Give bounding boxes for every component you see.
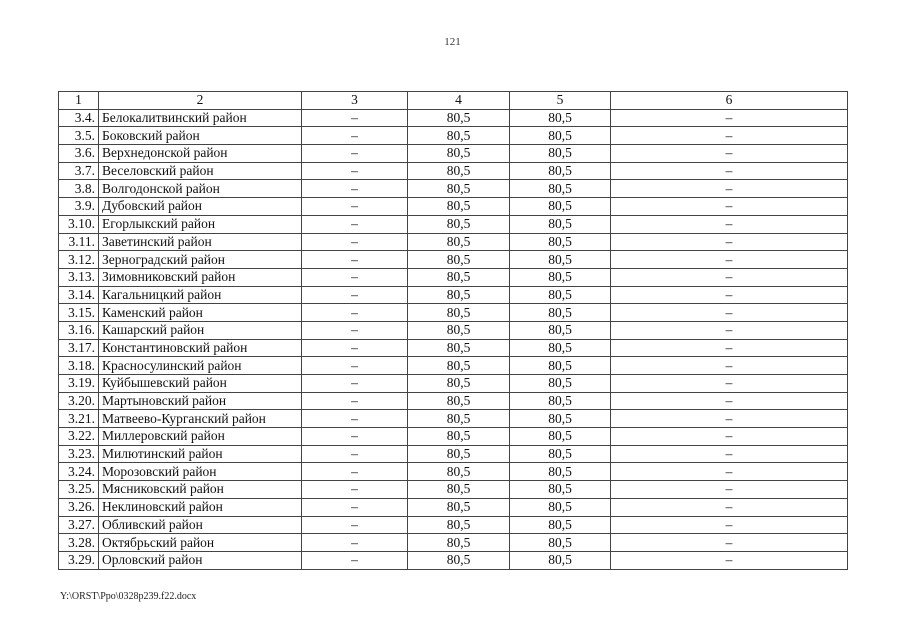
district-name: Зимовниковский район	[99, 268, 302, 286]
row-number: 3.9.	[59, 198, 99, 216]
value-col-6: –	[611, 339, 848, 357]
value-col-6: –	[611, 392, 848, 410]
value-col-5: 80,5	[510, 375, 611, 393]
row-number: 3.16.	[59, 321, 99, 339]
value-col-4: 80,5	[408, 498, 510, 516]
table-row	[59, 286, 848, 304]
value-col-6: –	[611, 498, 848, 516]
value-col-5: 80,5	[510, 445, 611, 463]
value-col-3: –	[302, 233, 408, 251]
value-col-5: 80,5	[510, 180, 611, 198]
value-col-6: –	[611, 180, 848, 198]
value-col-6: –	[611, 268, 848, 286]
value-col-5: 80,5	[510, 498, 611, 516]
value-col-3: –	[302, 162, 408, 180]
value-col-6: –	[611, 481, 848, 499]
row-number: 3.7.	[59, 162, 99, 180]
value-col-5: 80,5	[510, 109, 611, 127]
value-col-4: 80,5	[408, 286, 510, 304]
table-row	[59, 127, 848, 145]
table-row	[59, 198, 848, 216]
value-col-5: 80,5	[510, 321, 611, 339]
district-name: Октябрьский район	[99, 534, 302, 552]
value-col-4: 80,5	[408, 251, 510, 269]
header-col-3: 3	[302, 92, 408, 110]
value-col-4: 80,5	[408, 463, 510, 481]
row-number: 3.19.	[59, 375, 99, 393]
value-col-6: –	[611, 357, 848, 375]
value-col-4: 80,5	[408, 321, 510, 339]
value-col-3: –	[302, 551, 408, 569]
value-col-6: –	[611, 410, 848, 428]
value-col-6: –	[611, 551, 848, 569]
value-col-5: 80,5	[510, 410, 611, 428]
value-col-5: 80,5	[510, 392, 611, 410]
district-name: Кагальницкий район	[99, 286, 302, 304]
value-col-6: –	[611, 534, 848, 552]
value-col-6: –	[611, 463, 848, 481]
value-col-5: 80,5	[510, 198, 611, 216]
value-col-4: 80,5	[408, 375, 510, 393]
value-col-3: –	[302, 498, 408, 516]
value-col-5: 80,5	[510, 481, 611, 499]
value-col-4: 80,5	[408, 445, 510, 463]
value-col-4: 80,5	[408, 109, 510, 127]
district-name: Милютинский район	[99, 445, 302, 463]
district-name: Веселовский район	[99, 162, 302, 180]
table-row	[59, 481, 848, 499]
row-number: 3.28.	[59, 534, 99, 552]
district-name: Мясниковский район	[99, 481, 302, 499]
value-col-4: 80,5	[408, 357, 510, 375]
value-col-5: 80,5	[510, 233, 611, 251]
table-row	[59, 251, 848, 269]
value-col-5: 80,5	[510, 304, 611, 322]
table-body	[59, 109, 848, 569]
district-name: Верхнедонской район	[99, 145, 302, 163]
value-col-3: –	[302, 304, 408, 322]
table-row	[59, 162, 848, 180]
table-row	[59, 410, 848, 428]
district-name: Неклиновский район	[99, 498, 302, 516]
district-name: Куйбышевский район	[99, 375, 302, 393]
value-col-4: 80,5	[408, 339, 510, 357]
header-col-5: 5	[510, 92, 611, 110]
row-number: 3.10.	[59, 215, 99, 233]
value-col-5: 80,5	[510, 516, 611, 534]
value-col-6: –	[611, 321, 848, 339]
value-col-4: 80,5	[408, 198, 510, 216]
value-col-5: 80,5	[510, 428, 611, 446]
value-col-3: –	[302, 445, 408, 463]
page-number: 121	[444, 36, 461, 48]
district-name: Дубовский район	[99, 198, 302, 216]
header-row	[59, 92, 848, 110]
district-name: Матвеево-Курганский район	[99, 410, 302, 428]
row-number: 3.13.	[59, 268, 99, 286]
district-name: Константиновский район	[99, 339, 302, 357]
value-col-5: 80,5	[510, 215, 611, 233]
value-col-6: –	[611, 516, 848, 534]
value-col-3: –	[302, 321, 408, 339]
value-col-6: –	[611, 109, 848, 127]
value-col-3: –	[302, 180, 408, 198]
row-number: 3.6.	[59, 145, 99, 163]
value-col-3: –	[302, 516, 408, 534]
value-col-3: –	[302, 463, 408, 481]
value-col-3: –	[302, 410, 408, 428]
value-col-6: –	[611, 145, 848, 163]
row-number: 3.12.	[59, 251, 99, 269]
file-path-footer: Y:\ORST\Ppo\0328p239.f22.docx	[60, 591, 197, 602]
table-row	[59, 375, 848, 393]
table-row	[59, 551, 848, 569]
district-name: Морозовский район	[99, 463, 302, 481]
value-col-3: –	[302, 392, 408, 410]
header-col-4: 4	[408, 92, 510, 110]
district-name: Волгодонской район	[99, 180, 302, 198]
value-col-4: 80,5	[408, 127, 510, 145]
value-col-6: –	[611, 375, 848, 393]
value-col-3: –	[302, 268, 408, 286]
value-col-5: 80,5	[510, 268, 611, 286]
row-number: 3.22.	[59, 428, 99, 446]
value-col-4: 80,5	[408, 516, 510, 534]
value-col-5: 80,5	[510, 251, 611, 269]
data-table	[58, 91, 848, 570]
row-number: 3.21.	[59, 410, 99, 428]
value-col-6: –	[611, 445, 848, 463]
value-col-3: –	[302, 127, 408, 145]
table-row	[59, 445, 848, 463]
row-number: 3.8.	[59, 180, 99, 198]
value-col-4: 80,5	[408, 145, 510, 163]
value-col-6: –	[611, 233, 848, 251]
value-col-6: –	[611, 215, 848, 233]
table-row	[59, 109, 848, 127]
value-col-4: 80,5	[408, 233, 510, 251]
row-number: 3.25.	[59, 481, 99, 499]
district-name: Кашарский район	[99, 321, 302, 339]
row-number: 3.4.	[59, 109, 99, 127]
value-col-3: –	[302, 375, 408, 393]
district-name: Мартыновский район	[99, 392, 302, 410]
table-row	[59, 233, 848, 251]
header-col-1: 1	[59, 92, 99, 110]
value-col-6: –	[611, 162, 848, 180]
row-number: 3.26.	[59, 498, 99, 516]
row-number: 3.24.	[59, 463, 99, 481]
row-number: 3.20.	[59, 392, 99, 410]
table-row	[59, 180, 848, 198]
table-row	[59, 516, 848, 534]
value-col-3: –	[302, 534, 408, 552]
district-name: Заветинский район	[99, 233, 302, 251]
row-number: 3.15.	[59, 304, 99, 322]
value-col-6: –	[611, 198, 848, 216]
row-number: 3.17.	[59, 339, 99, 357]
table-row	[59, 215, 848, 233]
value-col-5: 80,5	[510, 463, 611, 481]
value-col-3: –	[302, 286, 408, 304]
value-col-6: –	[611, 304, 848, 322]
value-col-3: –	[302, 481, 408, 499]
value-col-4: 80,5	[408, 392, 510, 410]
value-col-3: –	[302, 109, 408, 127]
value-col-4: 80,5	[408, 481, 510, 499]
row-number: 3.18.	[59, 357, 99, 375]
value-col-4: 80,5	[408, 268, 510, 286]
table-row	[59, 304, 848, 322]
district-name: Белокалитвинский район	[99, 109, 302, 127]
value-col-5: 80,5	[510, 162, 611, 180]
value-col-3: –	[302, 339, 408, 357]
district-name: Егорлыкский район	[99, 215, 302, 233]
value-col-3: –	[302, 145, 408, 163]
value-col-4: 80,5	[408, 428, 510, 446]
table-row	[59, 534, 848, 552]
table-row	[59, 321, 848, 339]
row-number: 3.29.	[59, 551, 99, 569]
value-col-5: 80,5	[510, 551, 611, 569]
value-col-5: 80,5	[510, 145, 611, 163]
value-col-4: 80,5	[408, 180, 510, 198]
value-col-3: –	[302, 357, 408, 375]
value-col-5: 80,5	[510, 534, 611, 552]
table-row	[59, 339, 848, 357]
district-name: Красносулинский район	[99, 357, 302, 375]
district-name: Орловский район	[99, 551, 302, 569]
row-number: 3.23.	[59, 445, 99, 463]
table-row	[59, 357, 848, 375]
value-col-5: 80,5	[510, 357, 611, 375]
value-col-4: 80,5	[408, 304, 510, 322]
district-name: Обливский район	[99, 516, 302, 534]
value-col-3: –	[302, 215, 408, 233]
row-number: 3.27.	[59, 516, 99, 534]
value-col-4: 80,5	[408, 551, 510, 569]
value-col-4: 80,5	[408, 215, 510, 233]
value-col-3: –	[302, 428, 408, 446]
value-col-6: –	[611, 127, 848, 145]
value-col-5: 80,5	[510, 127, 611, 145]
table-row	[59, 463, 848, 481]
district-name: Зерноградский район	[99, 251, 302, 269]
value-col-5: 80,5	[510, 339, 611, 357]
value-col-4: 80,5	[408, 534, 510, 552]
value-col-3: –	[302, 198, 408, 216]
district-name: Боковский район	[99, 127, 302, 145]
district-name: Каменский район	[99, 304, 302, 322]
value-col-4: 80,5	[408, 162, 510, 180]
value-col-6: –	[611, 251, 848, 269]
value-col-5: 80,5	[510, 286, 611, 304]
value-col-6: –	[611, 428, 848, 446]
row-number: 3.14.	[59, 286, 99, 304]
district-name: Миллеровский район	[99, 428, 302, 446]
table-row	[59, 145, 848, 163]
header-col-6: 6	[611, 92, 848, 110]
header-col-2: 2	[99, 92, 302, 110]
table-row	[59, 392, 848, 410]
table-row	[59, 498, 848, 516]
table-row	[59, 428, 848, 446]
table-row	[59, 268, 848, 286]
value-col-3: –	[302, 251, 408, 269]
row-number: 3.5.	[59, 127, 99, 145]
value-col-4: 80,5	[408, 410, 510, 428]
row-number: 3.11.	[59, 233, 99, 251]
value-col-6: –	[611, 286, 848, 304]
